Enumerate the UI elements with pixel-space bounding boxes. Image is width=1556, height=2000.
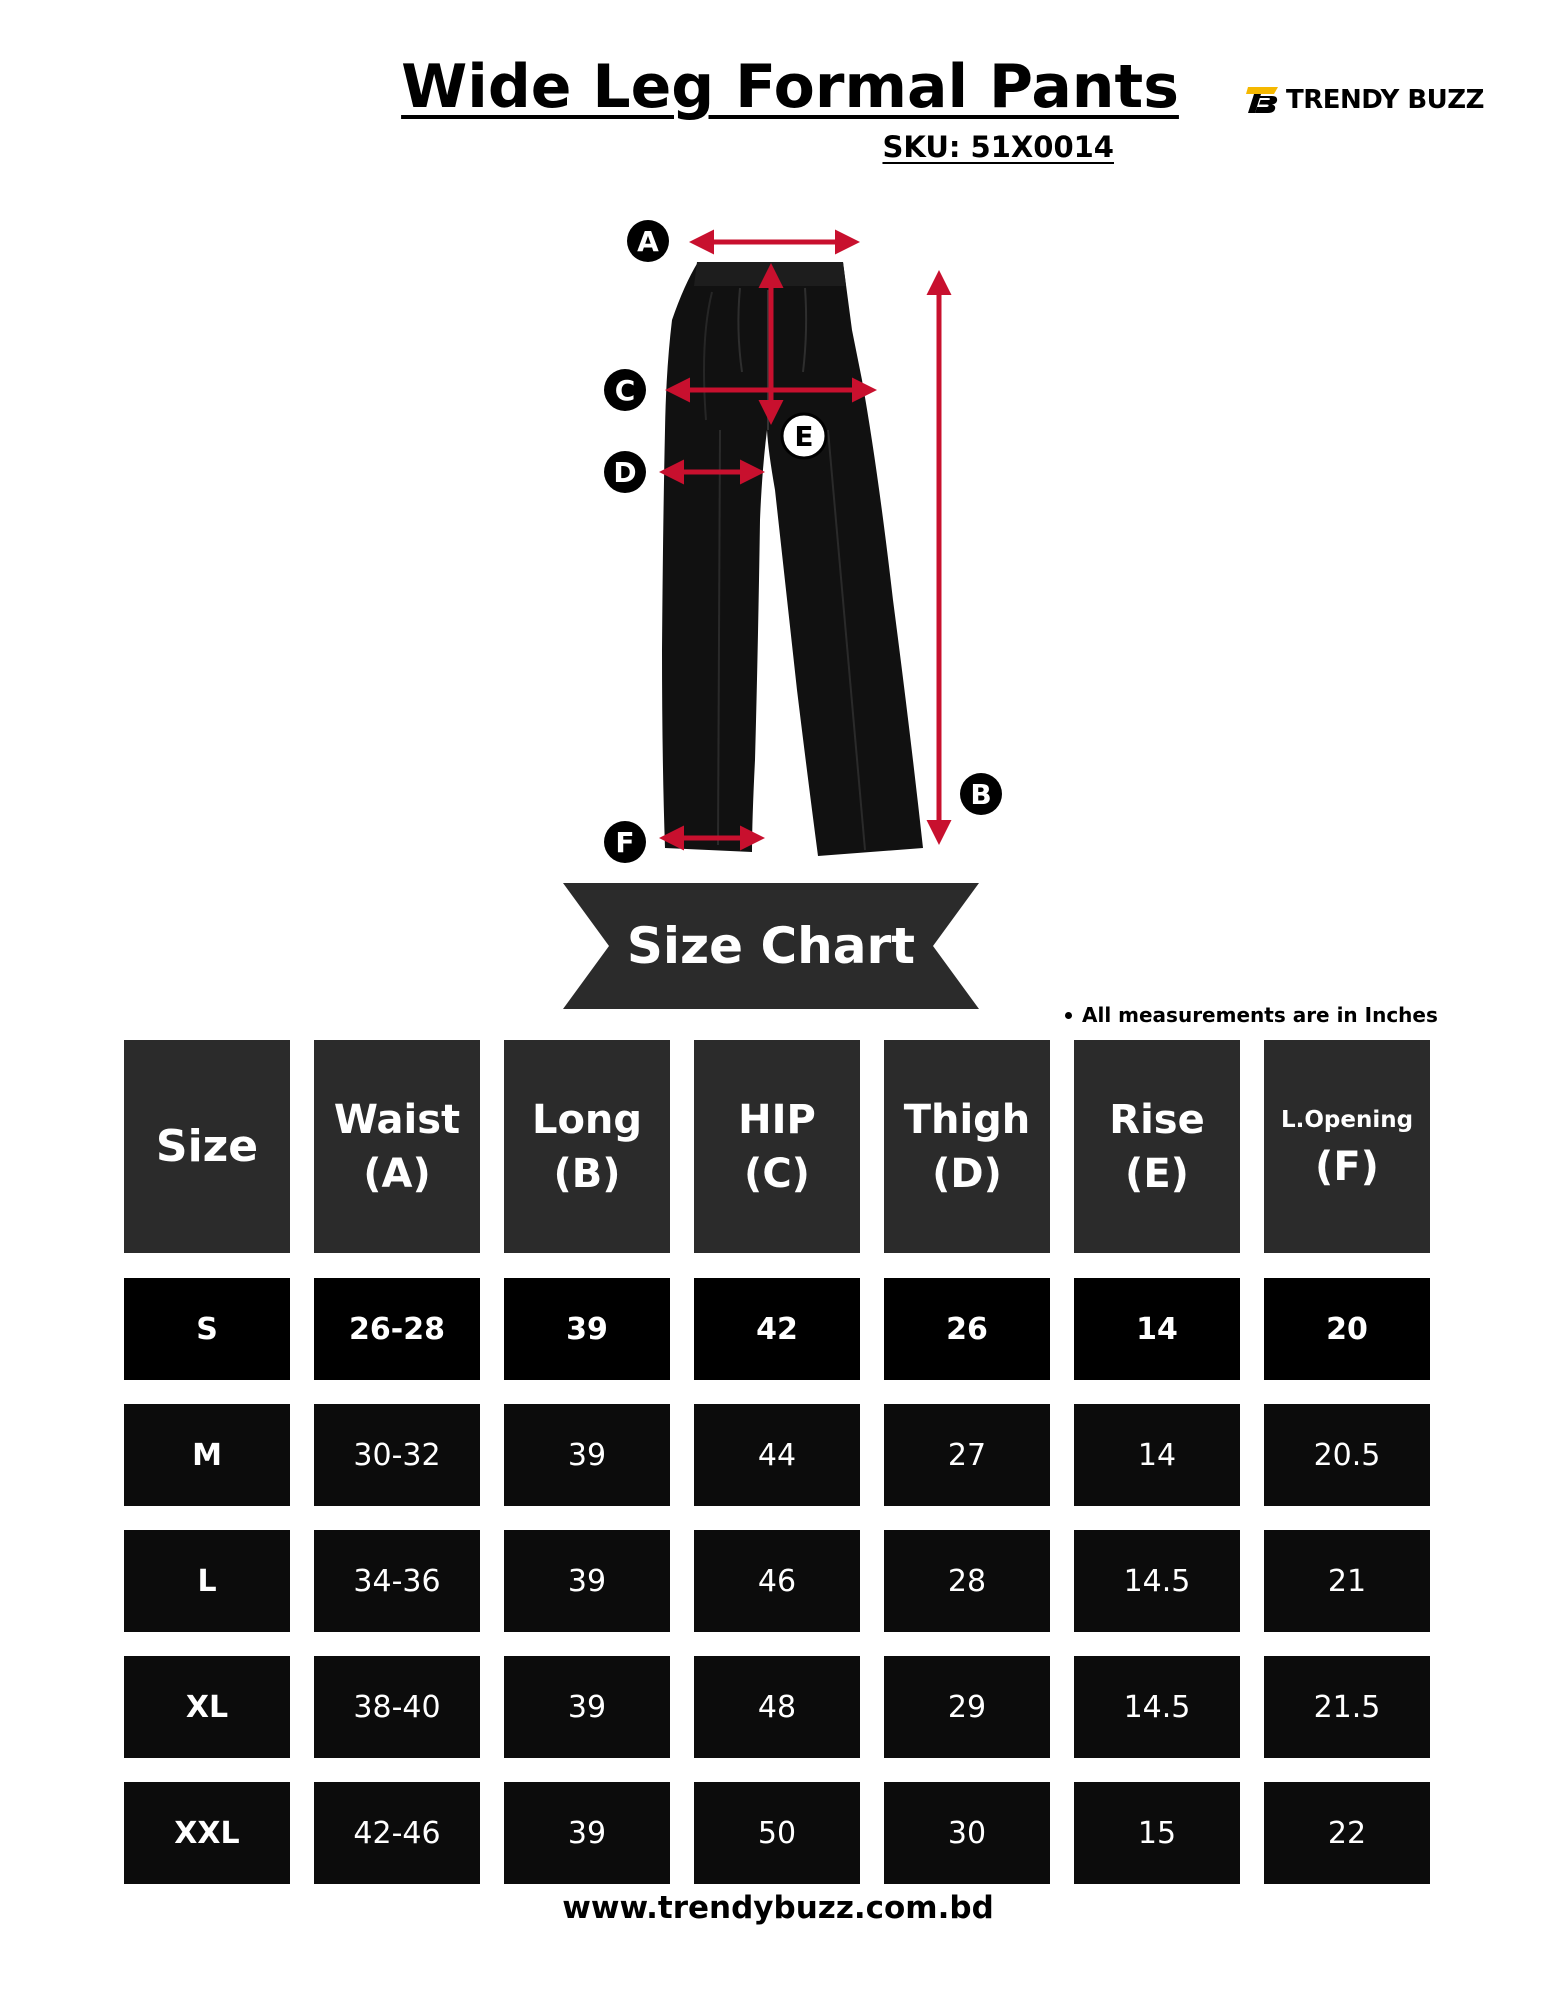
svg-text:E: E xyxy=(794,420,814,453)
pants-illustration xyxy=(662,262,923,856)
cell-leg-opening: 22 xyxy=(1264,1782,1430,1884)
cell-hip: 50 xyxy=(694,1782,860,1884)
cell-size: XL xyxy=(124,1656,290,1758)
cell-hip: 46 xyxy=(694,1530,860,1632)
header-label: L.Opening xyxy=(1280,1106,1414,1133)
header-rise xyxy=(1074,1040,1240,1253)
cell-size: L xyxy=(124,1530,290,1632)
header-hip xyxy=(694,1040,860,1253)
cell-thigh: 29 xyxy=(884,1656,1050,1758)
cell-waist: 42-46 xyxy=(314,1782,480,1884)
cell-long: 39 xyxy=(504,1782,670,1884)
cell-leg-opening: 21 xyxy=(1264,1530,1430,1632)
cell-hip: 48 xyxy=(694,1656,860,1758)
cell-size: S xyxy=(124,1278,290,1380)
marker-f xyxy=(604,821,646,863)
cell-waist: 38-40 xyxy=(314,1656,480,1758)
cell-hip: 44 xyxy=(694,1404,860,1506)
cell-waist: 26-28 xyxy=(314,1278,480,1380)
cell-rise: 15 xyxy=(1074,1782,1240,1884)
cell-size: XXL xyxy=(124,1782,290,1884)
bullet-icon xyxy=(1065,1012,1072,1019)
svg-text:F: F xyxy=(615,826,635,859)
cell-long: 39 xyxy=(504,1656,670,1758)
cell-thigh: 27 xyxy=(884,1404,1050,1506)
marker-a xyxy=(627,220,669,262)
measurement-note-text: All measurements are in Inches xyxy=(1082,1003,1438,1027)
cell-rise: 14 xyxy=(1074,1278,1240,1380)
marker-c xyxy=(604,369,646,411)
cell-long: 39 xyxy=(504,1404,670,1506)
cell-thigh: 30 xyxy=(884,1782,1050,1884)
cell-waist: 30-32 xyxy=(314,1404,480,1506)
cell-rise: 14.5 xyxy=(1074,1656,1240,1758)
measurement-note xyxy=(1065,1003,1438,1027)
cell-hip: 42 xyxy=(694,1278,860,1380)
header-waist xyxy=(314,1040,480,1253)
cell-leg-opening: 20 xyxy=(1264,1278,1430,1380)
page-title: Wide Leg Formal Pants xyxy=(401,52,1179,122)
cell-rise: 14.5 xyxy=(1074,1530,1240,1632)
header-label: Thigh xyxy=(903,1096,1031,1143)
header-thigh xyxy=(884,1040,1050,1253)
cell-long: 39 xyxy=(504,1278,670,1380)
header-long xyxy=(504,1040,670,1253)
marker-b xyxy=(960,773,1002,815)
header-label: Waist xyxy=(333,1096,461,1143)
header-code: (B) xyxy=(553,1150,621,1197)
header-code: (E) xyxy=(1125,1150,1189,1197)
svg-text:B: B xyxy=(970,778,992,811)
size-chart-heading: Size Chart xyxy=(626,917,916,975)
marker-d xyxy=(604,451,646,493)
sku-label: SKU: 51X0014 xyxy=(882,130,1114,164)
svg-text:A: A xyxy=(637,225,659,258)
marker-e xyxy=(782,414,826,458)
website-url: www.trendybuzz.com.bd xyxy=(562,1890,994,1926)
cell-thigh: 28 xyxy=(884,1530,1050,1632)
cell-leg-opening: 21.5 xyxy=(1264,1656,1430,1758)
header-label: HIP xyxy=(738,1096,816,1143)
brand-name: TRENDY BUZZ xyxy=(1286,85,1484,115)
header-label: Long xyxy=(531,1096,643,1143)
header-size xyxy=(124,1040,290,1253)
cell-rise: 14 xyxy=(1074,1404,1240,1506)
cell-long: 39 xyxy=(504,1530,670,1632)
svg-text:D: D xyxy=(613,456,637,489)
header-code: (C) xyxy=(744,1150,810,1197)
cell-waist: 34-36 xyxy=(314,1530,480,1632)
pants-diagram xyxy=(0,0,1556,880)
cell-size: M xyxy=(124,1404,290,1506)
header-code: (A) xyxy=(363,1150,431,1197)
header-leg-opening xyxy=(1264,1040,1430,1253)
header-code: (F) xyxy=(1315,1143,1379,1190)
svg-text:C: C xyxy=(614,374,636,407)
cell-leg-opening: 20.5 xyxy=(1264,1404,1430,1506)
header-label: Size xyxy=(155,1120,259,1172)
header-code: (D) xyxy=(932,1150,1002,1197)
cell-thigh: 26 xyxy=(884,1278,1050,1380)
header-label: Rise xyxy=(1109,1096,1205,1143)
